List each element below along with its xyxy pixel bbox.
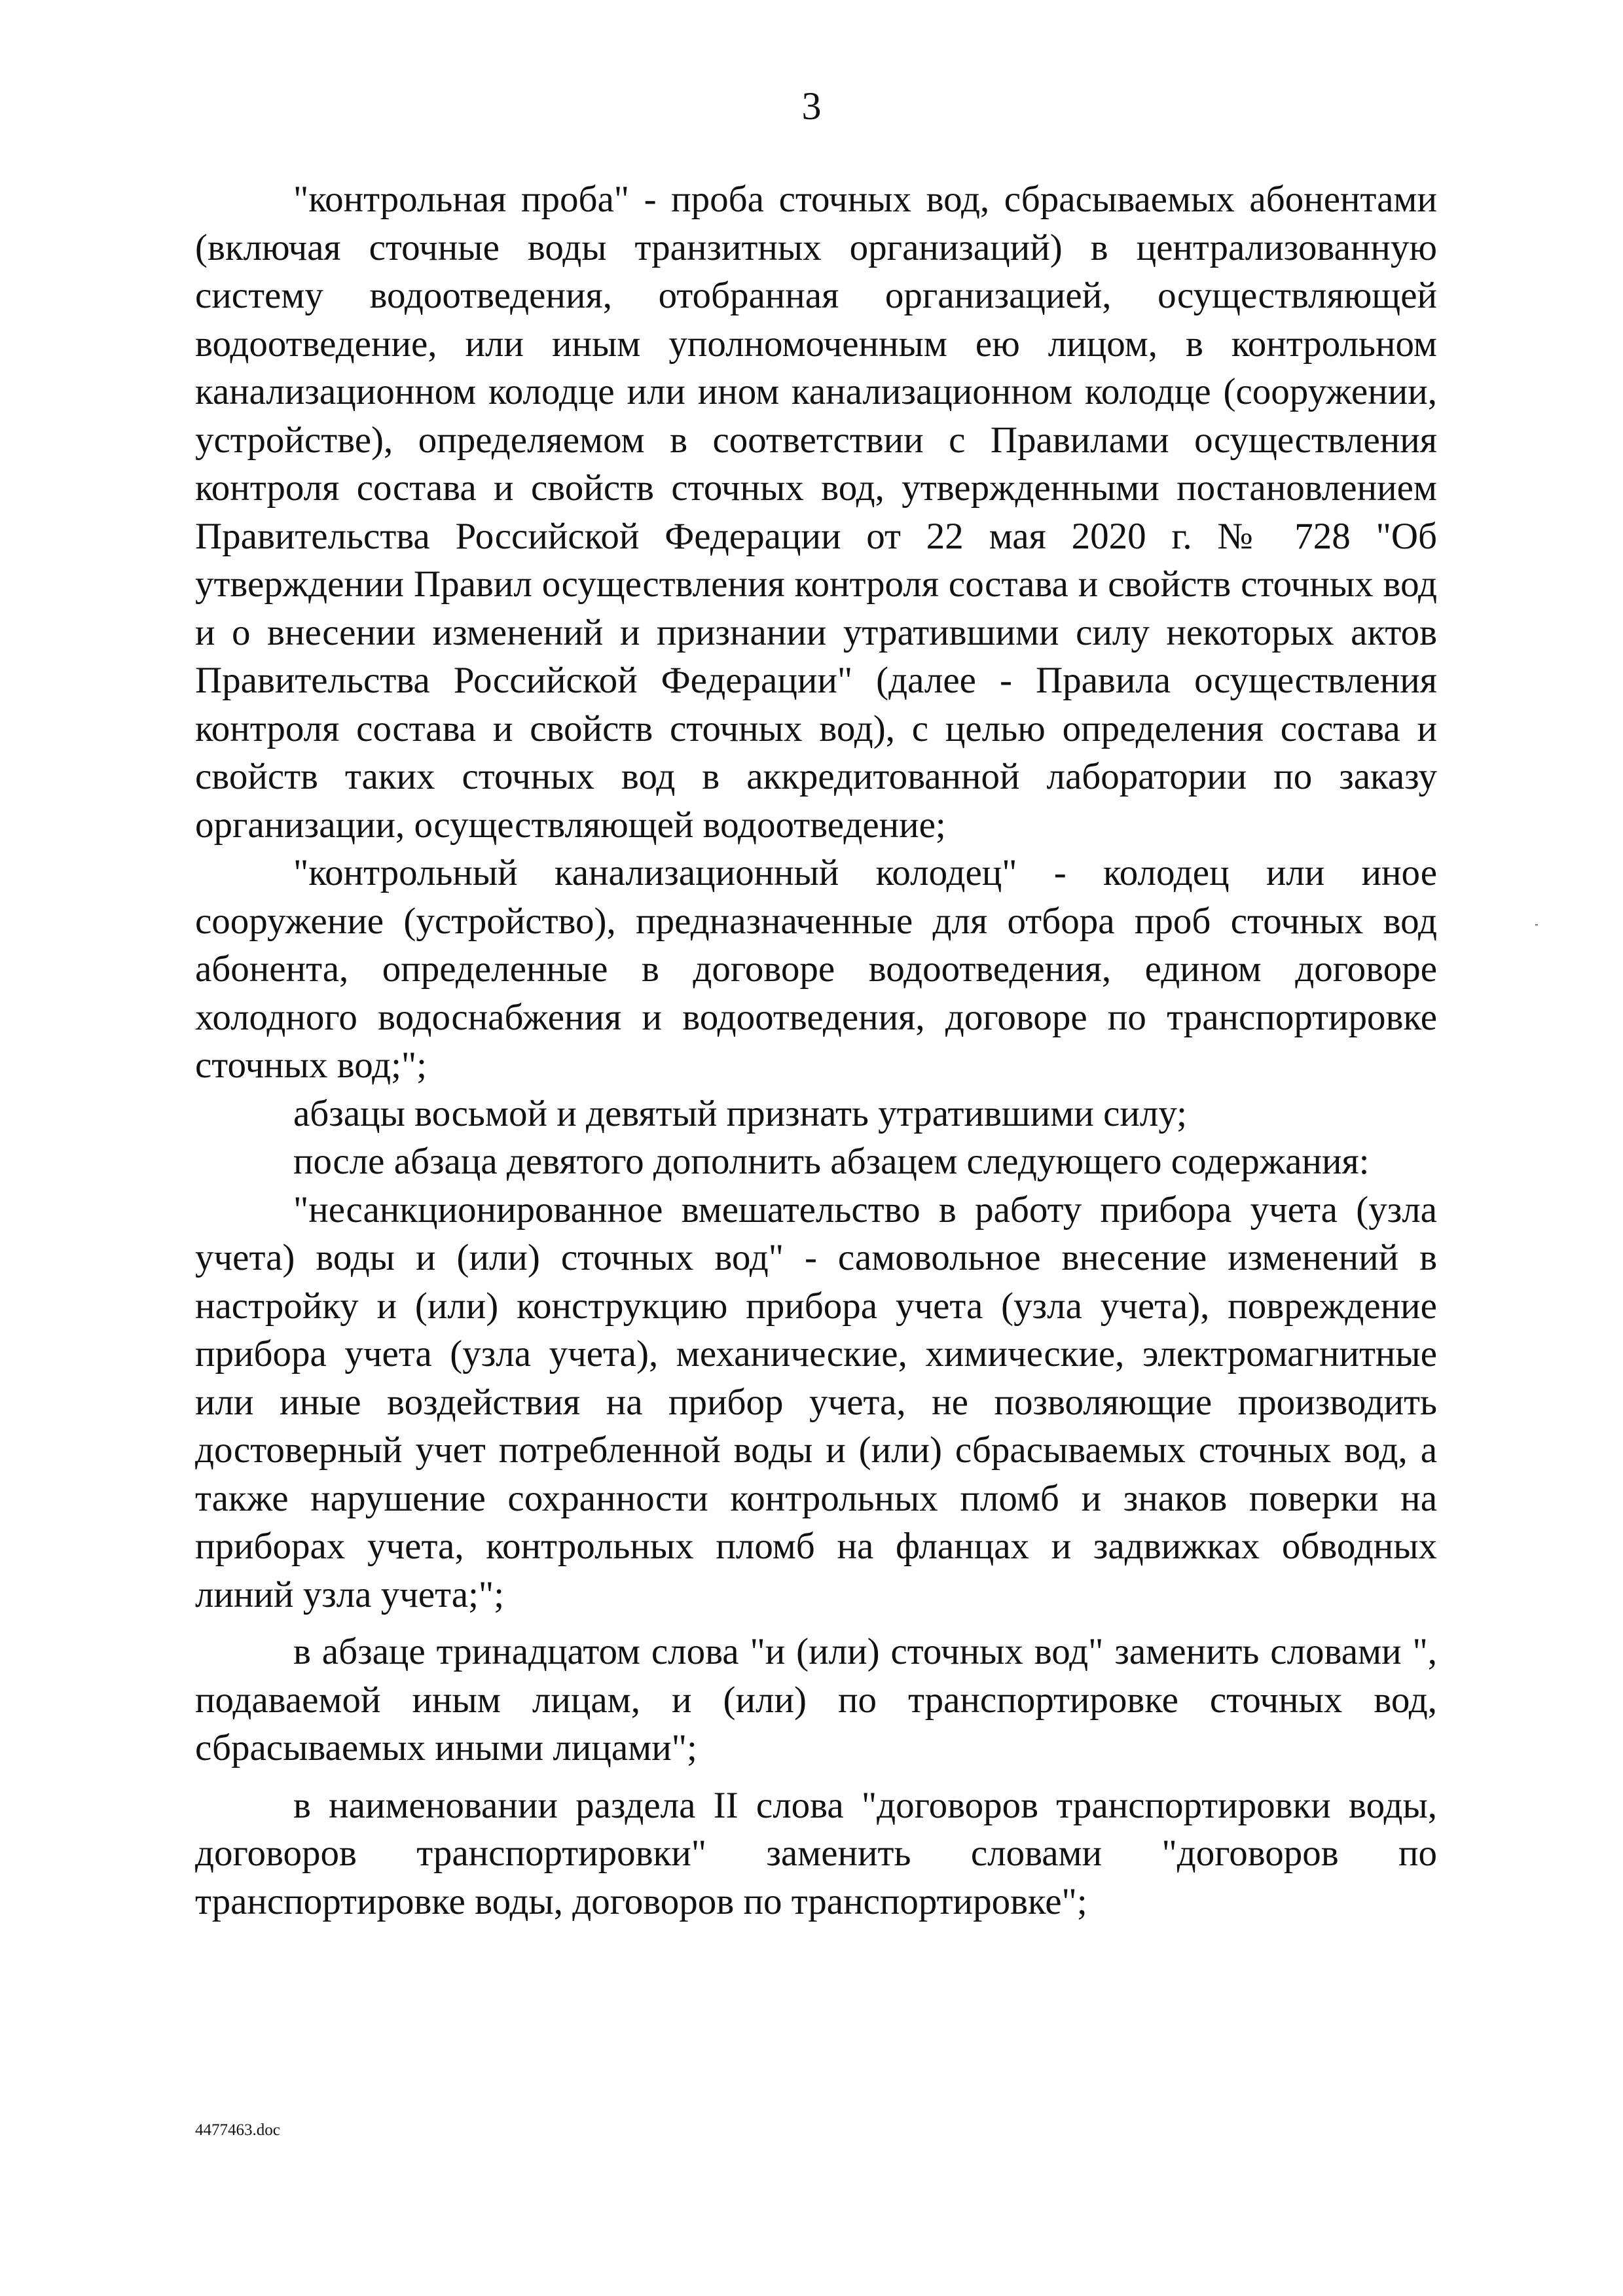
paragraph-control-well-definition: "контрольный канализационный колодец" - колодец или иное сооружение (устройство), предназначенные для отбора проб сточных вод абонента, определенные в договоре водоотведения, едином договоре холодного водоснабжения и водоотведения, договоре по транспортировке сточных вод;";: [195, 852, 1437, 1086]
document-body: [195, 175, 1437, 1926]
paragraph-add-clause: после абзаца девятого дополнить абзацем следующего содержания:: [293, 1141, 1370, 1182]
document-file-name: 4477463.doc: [195, 2121, 280, 2139]
paragraph-section-two-title-amendment: в наименовании раздела II слова "договоров транспортировки воды, договоров транспортировки" заменить словами "договоров по транспортировке воды, договоров по транспортировке";: [195, 1784, 1437, 1922]
paragraph-thirteenth-clause-amendment: в абзаце тринадцатом слова "и (или) сточных вод" заменить словами ", подаваемой иным лицам, и (или) по транспортировке сточных вод, сбрасываемых иными лицами";: [195, 1631, 1437, 1768]
page-number: 3: [801, 84, 822, 128]
paragraph-control-sample-definition: "контрольная проба" - проба сточных вод, сбрасываемых абонентами (включая сточные воды транзитных организаций) в централизованную систему водоотведения, отобранная организацией, осуществляющей водоотведение, или иным уполномоченным ею лицом, в контрольном канализационном колодце или ином канализационном колодце (сооружении, устройстве), определяемом в соответствии с Правилами осуществления контроля состава и свойств сточных вод, утвержденными постановлением Правительства Российской Федерации от 22 мая 2020 г. № 728 "Об утверждении Правил осуществления контроля состава и свойств сточных вод и о внесении изменений и признании утратившими силу некоторых актов Правительства Российской Федерации" (далее - Правила осуществления контроля состава и свойств сточных вод), с целью определения состава и свойств таких сточных вод в аккредитованной лаборатории по заказу организации, осуществляющей водоотведение;: [195, 179, 1437, 846]
paragraph-repeal-clauses: абзацы восьмой и девятый признать утратившими силу;: [293, 1092, 1187, 1134]
paragraph-unauthorized-interference-definition: "несанкционированное вмешательство в работу прибора учета (узла учета) воды и (или) сточных вод" - самовольное внесение изменений в настройку и (или) конструкцию прибора учета (узла учета), повреждение прибора учета (узла учета), механические, химические, электромагнитные или иные воздействия на прибор учета, не позволяющие производить достоверный учет потребленной воды и (или) сбрасываемых сточных вод, а также нарушение сохранности контрольных пломб и знаков поверки на приборах учета, контрольных пломб на фланцах и задвижках обводных линий узла учета;";: [195, 1189, 1437, 1615]
scan-speck: [1535, 924, 1538, 925]
